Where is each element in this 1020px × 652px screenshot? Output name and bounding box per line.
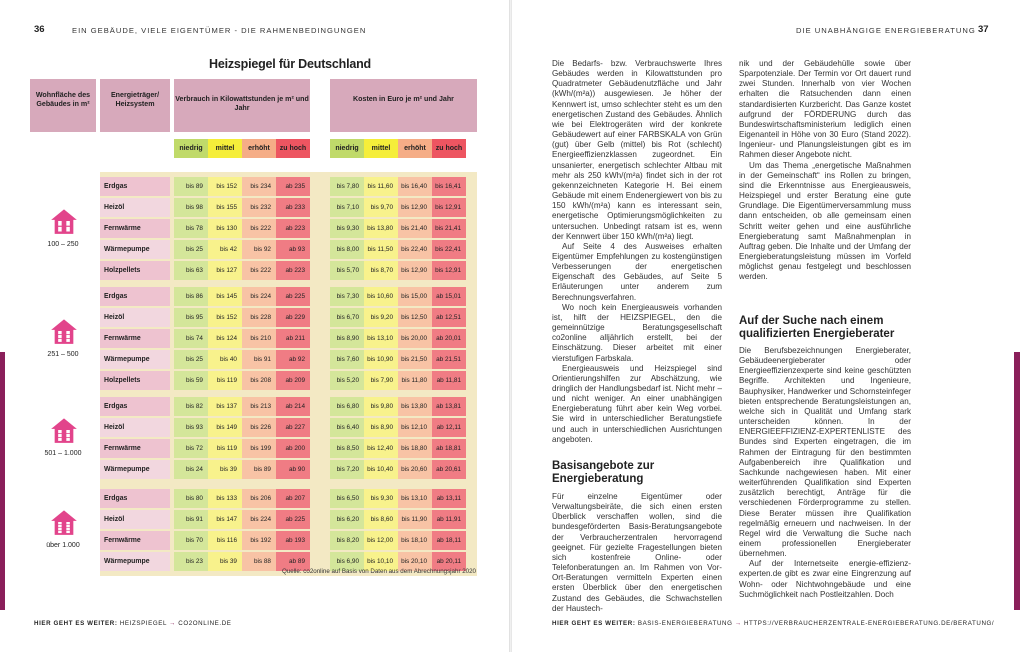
table-cell: bis 24 <box>174 460 208 479</box>
table-cell: ab 89 <box>276 552 310 571</box>
area-label: 501 – 1.000 <box>44 450 82 457</box>
table-cell: bis 226 <box>242 418 276 437</box>
area-label: über 1.000 <box>46 542 80 549</box>
row-label: Fernwärme <box>100 219 170 238</box>
table-cell: bis 88 <box>242 552 276 571</box>
table-cell: bis 234 <box>242 177 276 196</box>
table-cell: ab 235 <box>276 177 310 196</box>
table-cell: bis 127 <box>208 261 242 280</box>
table-cell: bis 124 <box>208 329 242 348</box>
section-heading-energieberater: Auf der Suche nach einem qualifizierten Energieberater <box>739 315 895 340</box>
text-column-2b <box>739 346 911 600</box>
arrow-right-icon: → <box>734 620 742 627</box>
table-cell: bis 92 <box>242 240 276 259</box>
table-cell: ab 18,11 <box>432 531 466 550</box>
table-cell: bis 224 <box>242 287 276 306</box>
paragraph: Die Bedarfs- bzw. Verbrauchswerte Ihres Gebäudes werden in Kilowattstunden pro Quadratmeter Gebäudenutzfläche und Jahr (kWh/(m²a)) ausgewiesen. Je höher der Kennwert ist, umso schlechter steht es um den energetischen Zustand des Gebäudes. Ähnlich wie bei Elektrogeräten wird der konkrete Gebäudewert auf einer FARBSKALA von Grün (gut) über Gelb (mittel) bis Rot (schlecht) Energieeffizienzklassen zugeordnet. Ein unsanierter, energetisch schlechter Altbau mit mehr als 250 kWh/(m²a) findet sich in der rot gekennzeichneten Kategorie H. Bei einem Gebäude mit einem Endenergiewert von bis zu 150 kWh/(m²a) kann es interessant sein, energetische Optimierungsmöglichkeiten zu untersuchen. Unbedingt ratsam ist es, wenn der Kennwert über 150 kWh/(m²a) liegt. <box>552 59 722 241</box>
footer-label: HIER GEHT ES WEITER: <box>552 620 636 627</box>
table-cell: bis 11,80 <box>398 371 432 390</box>
table-cell: ab 233 <box>276 198 310 217</box>
table-cell: ab 13,11 <box>432 489 466 508</box>
table-cell: bis 12,10 <box>398 418 432 437</box>
row-label: Heizöl <box>100 510 170 529</box>
table-cell: bis 222 <box>242 219 276 238</box>
level-header-cost-0: niedrig <box>330 139 364 158</box>
section-heading-basisangebote: Basisangebote zur Energieberatung <box>552 460 655 485</box>
paragraph: Auf Seite 4 des Ausweises erhalten Eigentümer Empfehlungen zu kostengünstigen Verbesserungen der energetischen Eigenschaft des Gebäudes, auf Seite 5 Erläuterungen unter anderem zum Berechnungsverfahren. <box>552 241 722 302</box>
table-cell: bis 39 <box>208 552 242 571</box>
table-cell: bis 6,50 <box>330 489 364 508</box>
table-cell: bis 21,40 <box>398 219 432 238</box>
level-header-cost-1: mittel <box>364 139 398 158</box>
row-label: Erdgas <box>100 489 170 508</box>
paragraph: Wo noch kein Energieausweis vorhanden ist, hilft der HEIZSPIEGEL, den die gemeinnützige Beratungsgesellschaft co2online alljährlich erstellt, bei der Einschätzung. Dieser arbeitet mit einer vierstufigen Farbskala. <box>552 302 722 363</box>
table-cell: bis 98 <box>174 198 208 217</box>
table-cell: ab 12,51 <box>432 308 466 327</box>
table-cell: bis 5,70 <box>330 261 364 280</box>
table-cell: ab 18,81 <box>432 439 466 458</box>
row-label: Wärmepumpe <box>100 552 170 571</box>
table-cell: bis 6,80 <box>330 397 364 416</box>
row-label: Holzpellets <box>100 371 170 390</box>
table-cell: bis 21,50 <box>398 350 432 369</box>
row-label: Wärmepumpe <box>100 350 170 369</box>
house-icon <box>50 416 78 444</box>
table-cell: ab 225 <box>276 287 310 306</box>
table-cell: ab 223 <box>276 219 310 238</box>
table-cell: bis 13,80 <box>398 397 432 416</box>
level-header-cost-3: zu hoch <box>432 139 466 158</box>
paragraph: Energieausweis und Heizspiegel sind Orientierungshilfen zur Abschätzung, wie dringlich der Handlungsbedarf ist. Nicht mehr – und nicht weniger. An einer unabhängigen Energieberatung führt aber kein Weg vorbei. Sie wird in unterschiedlicher Beratungstiefe und auch in unterschiedlichen Ausrichtungen angeboten. <box>552 363 722 444</box>
table-title: Heizspiegel für Deutschland <box>209 57 371 71</box>
footer-link-heizspiegel[interactable]: HEIZSPIEGEL <box>119 620 167 627</box>
table-cell: bis 12,00 <box>364 531 398 550</box>
arrow-right-icon: → <box>169 620 176 627</box>
table-cell: bis 213 <box>242 397 276 416</box>
header-consumption: Verbrauch in Kilowattstunden je m² und Jahr <box>174 79 310 132</box>
table-cell: bis 89 <box>174 177 208 196</box>
table-cell: bis 6,90 <box>330 552 364 571</box>
table-cell: ab 227 <box>276 418 310 437</box>
header-area: Wohnfläche des Gebäudes in m² <box>30 79 96 132</box>
table-cell: ab 223 <box>276 261 310 280</box>
page-gutter <box>509 0 512 652</box>
level-header-consumption-1: mittel <box>208 139 242 158</box>
footer-label: HIER GEHT ES WEITER: <box>34 620 118 627</box>
table-cell: bis 12,91 <box>432 261 466 280</box>
table-cell: bis 130 <box>208 219 242 238</box>
table-cell: bis 91 <box>174 510 208 529</box>
table-cell: bis 119 <box>208 371 242 390</box>
table-cell: bis 16,40 <box>398 177 432 196</box>
table-cell: bis 63 <box>174 261 208 280</box>
level-header-consumption-3: zu hoch <box>276 139 310 158</box>
table-cell: bis 222 <box>242 261 276 280</box>
table-cell: bis 10,60 <box>364 287 398 306</box>
table-cell: bis 86 <box>174 287 208 306</box>
area-label: 100 – 250 <box>47 240 79 248</box>
footer-link-co2online[interactable]: CO2ONLINE.DE <box>178 620 232 627</box>
table-cell: ab 214 <box>276 397 310 416</box>
table-cell: bis 22,40 <box>398 240 432 259</box>
table-cell: bis 22,41 <box>432 240 466 259</box>
row-label: Heizöl <box>100 308 170 327</box>
row-label: Erdgas <box>100 397 170 416</box>
table-cell: bis 116 <box>208 531 242 550</box>
table-cell: bis 23 <box>174 552 208 571</box>
table-cell: bis 42 <box>208 240 242 259</box>
table-cell: bis 10,90 <box>364 350 398 369</box>
table-cell: bis 11,60 <box>364 177 398 196</box>
paragraph: Auf der Internetseite energie-effizienz-experten.de gibt es zwar eine Eingrenzung auf Wohn- oder Nichtwohngebäude und eine Suchmöglichkeit nach Postleitzahlen. Doch <box>739 559 911 599</box>
table-cell: bis 10,40 <box>364 460 398 479</box>
paragraph: Für einzelne Eigentümer oder Verwaltungsbeiräte, die sich einen ersten Überblick verschaffen wollen, sind die bundesgeförderten Basis-Beratungsangebote der Verbraucherzentralen hervorragend geeignet. Für gezielte Fragestellungen bieten sich kostenfreie Online- oder Telefonberatungen an. Im Rahmen von Vor-Ort-Beratungen vermitteln Experten einen ersten Überblick über den energetischen Zustand des Gebäudes, die Schwachstellen der Haustech- <box>552 492 722 613</box>
table-cell: bis 39 <box>208 460 242 479</box>
row-label: Fernwärme <box>100 329 170 348</box>
table-cell: bis 224 <box>242 510 276 529</box>
text-column-1 <box>552 59 722 445</box>
table-cell: bis 119 <box>208 439 242 458</box>
table-cell: ab 225 <box>276 510 310 529</box>
table-cell: bis 6,40 <box>330 418 364 437</box>
table-cell: bis 70 <box>174 531 208 550</box>
row-label: Erdgas <box>100 287 170 306</box>
right-footer <box>552 620 994 627</box>
table-cell: bis 91 <box>242 350 276 369</box>
table-cell: bis 145 <box>208 287 242 306</box>
table-cell: ab 20,01 <box>432 329 466 348</box>
row-label: Heizöl <box>100 418 170 437</box>
table-cell: ab 93 <box>276 240 310 259</box>
table-cell: ab 20,61 <box>432 460 466 479</box>
table-cell: bis 152 <box>208 308 242 327</box>
paragraph: Um das Thema „energetische Maßnahmen in der Gemeinschaft“ ins Rollen zu bringen, sind die Erkenntnisse aus Energieausweis, Heizspiegel und erster Beratung eine gute Grundlage. Die Eigentümerversammlung muss dann entscheiden, ob alle gemeinsam einen Schritt weiter gehen und eine ausführliche Energieberatung samt Maßnahmenplan in Auftrag geben. Die Inhalte und der Umfang der Energieberatungsleistung müssen im Vorfeld möglichst genau festgelegt und beschlossen werden. <box>739 160 911 282</box>
table-cell: bis 137 <box>208 397 242 416</box>
table-cell: ab 20,11 <box>432 552 466 571</box>
table-cell: ab 11,81 <box>432 371 466 390</box>
table-cell: bis 78 <box>174 219 208 238</box>
footer-link-basis-energieberatung[interactable]: BASIS-ENERGIEBERATUNG <box>637 620 733 627</box>
table-cell: bis 8,60 <box>364 510 398 529</box>
table-cell: ab 209 <box>276 371 310 390</box>
table-cell: bis 18,80 <box>398 439 432 458</box>
right-page-number: 37 <box>978 24 989 35</box>
table-cell: bis 11,90 <box>398 510 432 529</box>
table-cell: ab 21,51 <box>432 350 466 369</box>
table-cell: bis 10,10 <box>364 552 398 571</box>
table-cell: bis 12,40 <box>364 439 398 458</box>
left-running-header: EIN GEBÄUDE, VIELE EIGENTÜMER - DIE RAHMENBEDINGUNGEN <box>72 26 367 35</box>
table-cell: bis 59 <box>174 371 208 390</box>
table-cell: bis 13,80 <box>364 219 398 238</box>
table-cell: bis 93 <box>174 418 208 437</box>
table-cell: bis 7,90 <box>364 371 398 390</box>
table-cell: bis 89 <box>242 460 276 479</box>
table-cell: ab 12,11 <box>432 418 466 437</box>
area-label: 251 – 500 <box>47 350 79 358</box>
table-cell: bis 7,60 <box>330 350 364 369</box>
table-cell: bis 8,70 <box>364 261 398 280</box>
table-cell: bis 21,41 <box>432 219 466 238</box>
table-cell: bis 7,30 <box>330 287 364 306</box>
table-cell: bis 199 <box>242 439 276 458</box>
table-cell: bis 12,90 <box>398 198 432 217</box>
level-header-consumption-0: niedrig <box>174 139 208 158</box>
table-cell: bis 7,80 <box>330 177 364 196</box>
table-cell: bis 40 <box>208 350 242 369</box>
table-cell: bis 232 <box>242 198 276 217</box>
table-cell: ab 207 <box>276 489 310 508</box>
house-icon <box>50 207 78 235</box>
table-cell: ab 90 <box>276 460 310 479</box>
table-cell: bis 8,90 <box>330 329 364 348</box>
text-column-2 <box>739 59 911 282</box>
row-label: Holzpellets <box>100 261 170 280</box>
table-cell: bis 149 <box>208 418 242 437</box>
table-cell: bis 25 <box>174 240 208 259</box>
table-cell: bis 210 <box>242 329 276 348</box>
table-cell: ab 92 <box>276 350 310 369</box>
row-label: Wärmepumpe <box>100 460 170 479</box>
header-cost: Kosten in Euro je m² und Jahr <box>330 79 477 132</box>
table-cell: bis 6,70 <box>330 308 364 327</box>
paragraph: Die Berufsbezeichnungen Energieberater, Gebäudeenergieberater oder Energieeffizienzexperte sind keine geschützten Begriffe. Architekten und Ingenieure, Bauphysiker, Handwerker und Schornsteinfeger bieten entsprechende Beratungsleistungen an, welche sich in Qualität und Umfang stark unterscheiden können. In der ENERGIEEFFIZIENZ-EXPERTENLISTE des Bundes sind Experten eingetragen, die im Rahmen der Eintragung für den bestimmten Aufgabenbereich ihre Qualifikation und Sachkunde nachgewiesen haben. Mit einer weiterführenden Qualifikation sind Experten zusätzlich berechtigt, Anträge für die verschiedenen Förderprogramme zu stellen. Diese Berater müssen ihre Qualifikation regelmäßig erneuern und nachweisen. In der Regel wird die Verwaltung die Suche nach einem professionellen Energieberater übernehmen. <box>739 346 911 559</box>
table-cell: bis 20,60 <box>398 460 432 479</box>
table-cell: bis 152 <box>208 177 242 196</box>
table-cell: bis 208 <box>242 371 276 390</box>
level-header-consumption-2: erhöht <box>242 139 276 158</box>
table-cell: bis 228 <box>242 308 276 327</box>
table-cell: bis 80 <box>174 489 208 508</box>
table-cell: bis 20,10 <box>398 552 432 571</box>
table-cell: bis 15,00 <box>398 287 432 306</box>
table-cell: bis 155 <box>208 198 242 217</box>
table-cell: bis 9,30 <box>330 219 364 238</box>
table-cell: ab 200 <box>276 439 310 458</box>
table-cell: ab 229 <box>276 308 310 327</box>
header-carrier: Energieträger/ Heizsystem <box>100 79 170 132</box>
table-cell: bis 133 <box>208 489 242 508</box>
table-cell: bis 13,10 <box>364 329 398 348</box>
table-cell: bis 8,00 <box>330 240 364 259</box>
house-icon <box>50 317 78 345</box>
table-cell: bis 12,91 <box>432 198 466 217</box>
table-cell: bis 12,50 <box>398 308 432 327</box>
table-cell: bis 7,10 <box>330 198 364 217</box>
right-running-header: DIE UNABHÄNGIGE ENERGIEBERATUNG <box>796 26 976 35</box>
table-cell: bis 16,41 <box>432 177 466 196</box>
left-page-number: 36 <box>34 24 45 35</box>
row-label: Wärmepumpe <box>100 240 170 259</box>
table-cell: bis 82 <box>174 397 208 416</box>
table-cell: bis 5,20 <box>330 371 364 390</box>
table-cell: bis 7,20 <box>330 460 364 479</box>
table-cell: bis 9,70 <box>364 198 398 217</box>
table-cell: ab 13,81 <box>432 397 466 416</box>
table-cell: bis 11,50 <box>364 240 398 259</box>
left-edge-tab <box>0 352 5 610</box>
table-cell: bis 147 <box>208 510 242 529</box>
footer-link-verbraucherzentrale[interactable]: HTTPS://VERBRAUCHERZENTRALE-ENERGIEBERATUNG.DE/BERATUNG/ <box>743 620 995 627</box>
level-header-cost-2: erhöht <box>398 139 432 158</box>
table-cell: bis 25 <box>174 350 208 369</box>
table-cell: ab 11,91 <box>432 510 466 529</box>
table-cell: bis 9,80 <box>364 397 398 416</box>
table-cell: ab 193 <box>276 531 310 550</box>
row-label: Erdgas <box>100 177 170 196</box>
row-label: Fernwärme <box>100 439 170 458</box>
house-icon <box>50 508 78 536</box>
paragraph: nik und der Gebäudehülle sowie über Sparpotenziale. Der Termin vor Ort dauert rund zwei Stunden. Innerhalb von vier Wochen erhalten die Ratsuchenden dann einen standardisierten Kurzbericht. Das Ganze kostet aufgrund der FÖRDERUNG durch das Bundeswirtschaftsministerium lediglich einen Eigenanteil in Höhe von 30 Euro (Stand 2022). Ingenieur- und Planungsleistungen gibt es im Rahmen dieser Angebote nicht. <box>739 59 911 160</box>
text-column-1b <box>552 492 722 614</box>
table-cell: bis 13,10 <box>398 489 432 508</box>
table-cell: bis 74 <box>174 329 208 348</box>
table-cell: bis 192 <box>242 531 276 550</box>
left-footer <box>34 620 232 627</box>
table-cell: bis 8,50 <box>330 439 364 458</box>
table-cell: bis 9,20 <box>364 308 398 327</box>
table-cell: bis 6,20 <box>330 510 364 529</box>
table-source: Quelle: co2online auf Basis von Daten aus dem Abrechnungsjahr 2020 <box>281 568 476 575</box>
table-cell: bis 18,10 <box>398 531 432 550</box>
table-cell: bis 95 <box>174 308 208 327</box>
right-edge-tab <box>1014 352 1020 610</box>
table-cell: ab 15,01 <box>432 287 466 306</box>
row-label: Heizöl <box>100 198 170 217</box>
table-cell: ab 211 <box>276 329 310 348</box>
table-cell: bis 206 <box>242 489 276 508</box>
table-cell: bis 9,30 <box>364 489 398 508</box>
table-cell: bis 8,90 <box>364 418 398 437</box>
table-cell: bis 8,20 <box>330 531 364 550</box>
table-cell: bis 20,00 <box>398 329 432 348</box>
table-cell: bis 12,90 <box>398 261 432 280</box>
row-label: Fernwärme <box>100 531 170 550</box>
table-cell: bis 72 <box>174 439 208 458</box>
